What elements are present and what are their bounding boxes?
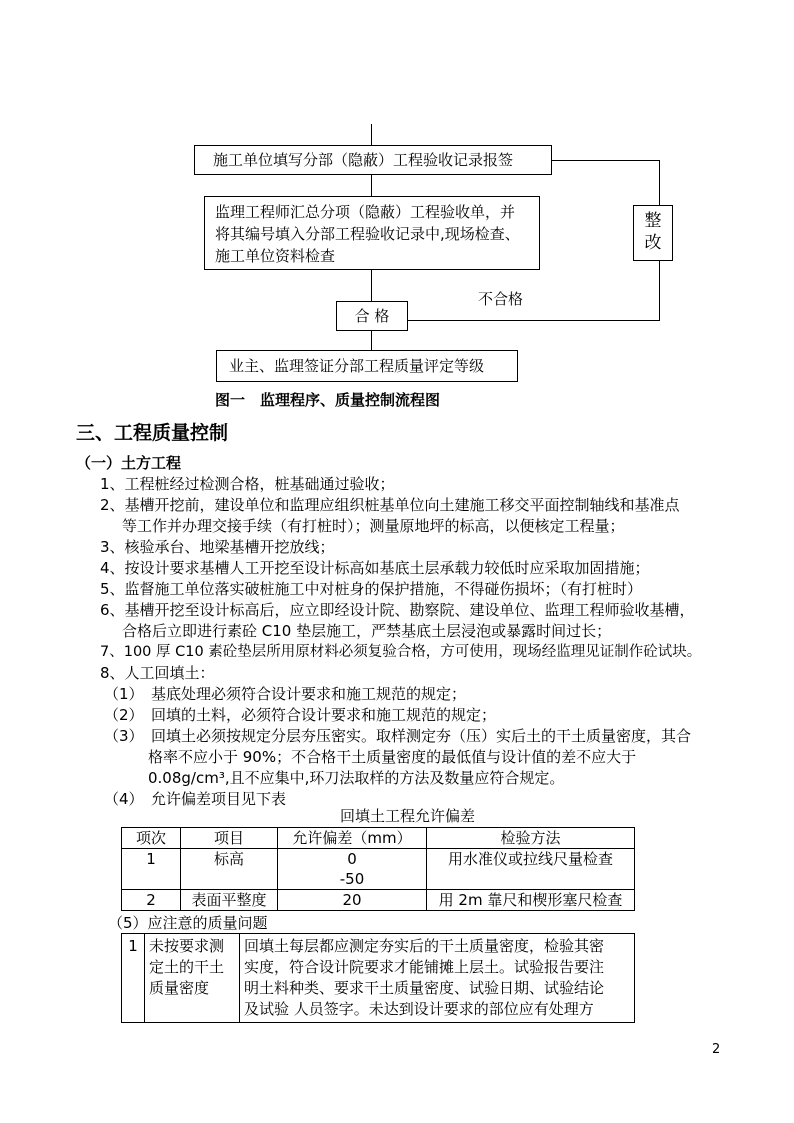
table-header: 项次	[122, 828, 181, 849]
table-cell: 2	[122, 890, 181, 911]
flow-line-1-2	[371, 175, 372, 197]
section-item: 2、基槽开挖前，建设单位和监理应组织桩基单位向土建施工移交平面控制轴线和基准点	[100, 496, 680, 514]
flow-step-summary-line: 将其编号填入分部工程验收记录中,现场检查、	[215, 225, 520, 243]
page-number: 2	[712, 1042, 721, 1057]
flow-step-evaluate-text: 业主、监理签证分部工程质量评定等级	[229, 357, 485, 375]
table-cell: 20	[278, 890, 427, 911]
loop-line-top	[552, 160, 659, 161]
section-item: （1） 基底处理必须符合设计要求和施工规范的规定；	[104, 685, 467, 703]
flow-step-pass-text: 合 格	[354, 307, 390, 325]
flowchart-caption: 图一 监理程序、质量控制流程图	[215, 391, 441, 409]
table-row	[122, 849, 635, 890]
flow-step-rectify-char: 整	[644, 211, 662, 231]
table-cell-line: 0	[347, 850, 357, 868]
flow-step-report-text: 施工单位填写分部（隐蔽）工程验收记录报签	[213, 151, 514, 169]
section-item: 合格后立即进行素砼 C10 垫层施工，严禁基底土层浸泡或暴露时间过长；	[122, 622, 612, 640]
flow-line-3-4	[371, 331, 372, 351]
section-item: 5、监督施工单位落实破桩施工中对桩身的保护措施，不得碰伤损坏；（有打桩时）	[100, 580, 643, 598]
table-cell-line: -50	[339, 870, 365, 888]
section-item: 4、按设计要求基槽人工开挖至设计标高如基底土层承载力较低时应采取加固措施；	[100, 559, 650, 577]
deviation-table	[121, 827, 635, 911]
table-cell-line: 定土的干土	[149, 958, 225, 976]
flow-step-report	[194, 145, 552, 175]
section-item: 7、100 厚 C10 素砼垫层所用原材料必须复验合格，方可使用，现场经监理见证制作砼试块。	[100, 644, 702, 660]
flow-step-rectify	[633, 205, 673, 261]
table-row	[122, 890, 635, 911]
section-title: 三、工程质量控制	[76, 422, 229, 444]
section-item: 等工作并办理交接手续（有打桩时）；测量原地坪的标高，以便核定工程量；	[122, 517, 625, 535]
table-cell-line: 明土料种类、要求干土质量密度、试验日期、试验结论	[244, 979, 605, 997]
section-item: 3、核验承台、地梁基槽开挖放线；	[100, 538, 335, 556]
loop-line-lower	[659, 261, 660, 321]
section-item: （4） 允许偏差项目见下表	[104, 790, 287, 808]
table1-title: 回填土工程允许偏差	[340, 807, 476, 825]
table-cell	[278, 849, 427, 890]
section-item: 8、人工回填土：	[100, 664, 215, 682]
table-cell-line: 质量密度	[149, 979, 210, 997]
flow-fail-label: 不合格	[478, 290, 524, 308]
section-item: 1、工程桩经过检测合格，桩基础通过验收；	[100, 475, 395, 493]
section-item: （2） 回填的土料，必须符合设计要求和施工规范的规定；	[104, 706, 497, 724]
table-cell	[240, 934, 635, 1023]
table-header: 项目	[181, 828, 278, 849]
table-cell-line: 未按要求测	[149, 937, 225, 955]
flow-step-summary-line: 施工单位资料检查	[215, 247, 336, 265]
section-item: 格率不应小于 90%；不合格干土质量密度的最低值与设计值的差不应大于	[148, 748, 637, 766]
flow-step-summary	[204, 196, 540, 270]
loop-line-upper	[659, 160, 660, 206]
table-cell: 表面平整度	[181, 890, 278, 911]
table-header: 检验方法	[427, 828, 635, 849]
flow-line-top	[371, 124, 372, 146]
table-cell-line: 回填土每层都应测定夯实后的干土质量密度，检验其密	[244, 937, 605, 955]
table-cell	[145, 934, 240, 1023]
table2-title: （5）应注意的质量问题	[108, 914, 268, 932]
table-header: 允许偏差（mm）	[278, 828, 427, 849]
table-cell-line: 实度，符合设计院要求才能铺摊上层土。试验报告要注	[244, 958, 605, 976]
quality-issue-table	[121, 933, 635, 1023]
table-cell: 1	[122, 849, 181, 890]
table-header-row	[122, 828, 635, 849]
section-item: 0.08g/cm³,且不应集中,环刀法取样的方法及数量应符合规定。	[148, 769, 565, 787]
table-cell: 1	[122, 934, 145, 1023]
flow-step-pass	[336, 301, 408, 331]
table-cell: 用水准仪或拉线尺量检查	[427, 849, 635, 890]
table-row	[122, 934, 635, 1023]
section-item: 6、基槽开挖至设计标高后，应立即经设计院、勘察院、建设单位、监理工程师验收基槽，	[100, 601, 695, 619]
flow-step-summary-line: 监理工程师汇总分项（隐蔽）工程验收单，并	[215, 203, 516, 221]
table-cell-line: 及试验 人员签字。未达到设计要求的部位应有处理方	[244, 1000, 594, 1018]
flow-step-evaluate	[216, 350, 518, 382]
table-cell: 用 2m 靠尺和楔形塞尺检查	[427, 890, 635, 911]
section-item: （3） 回填土必须按规定分层夯压密实。取样测定夯（压）实后土的干土质量密度，其合	[104, 727, 692, 745]
flow-line-2-3	[371, 270, 372, 302]
table-cell: 标高	[181, 849, 278, 890]
loop-line-bottom	[408, 320, 660, 321]
section-subtitle: （一）土方工程	[76, 454, 182, 472]
flow-step-rectify-char: 改	[644, 233, 662, 253]
